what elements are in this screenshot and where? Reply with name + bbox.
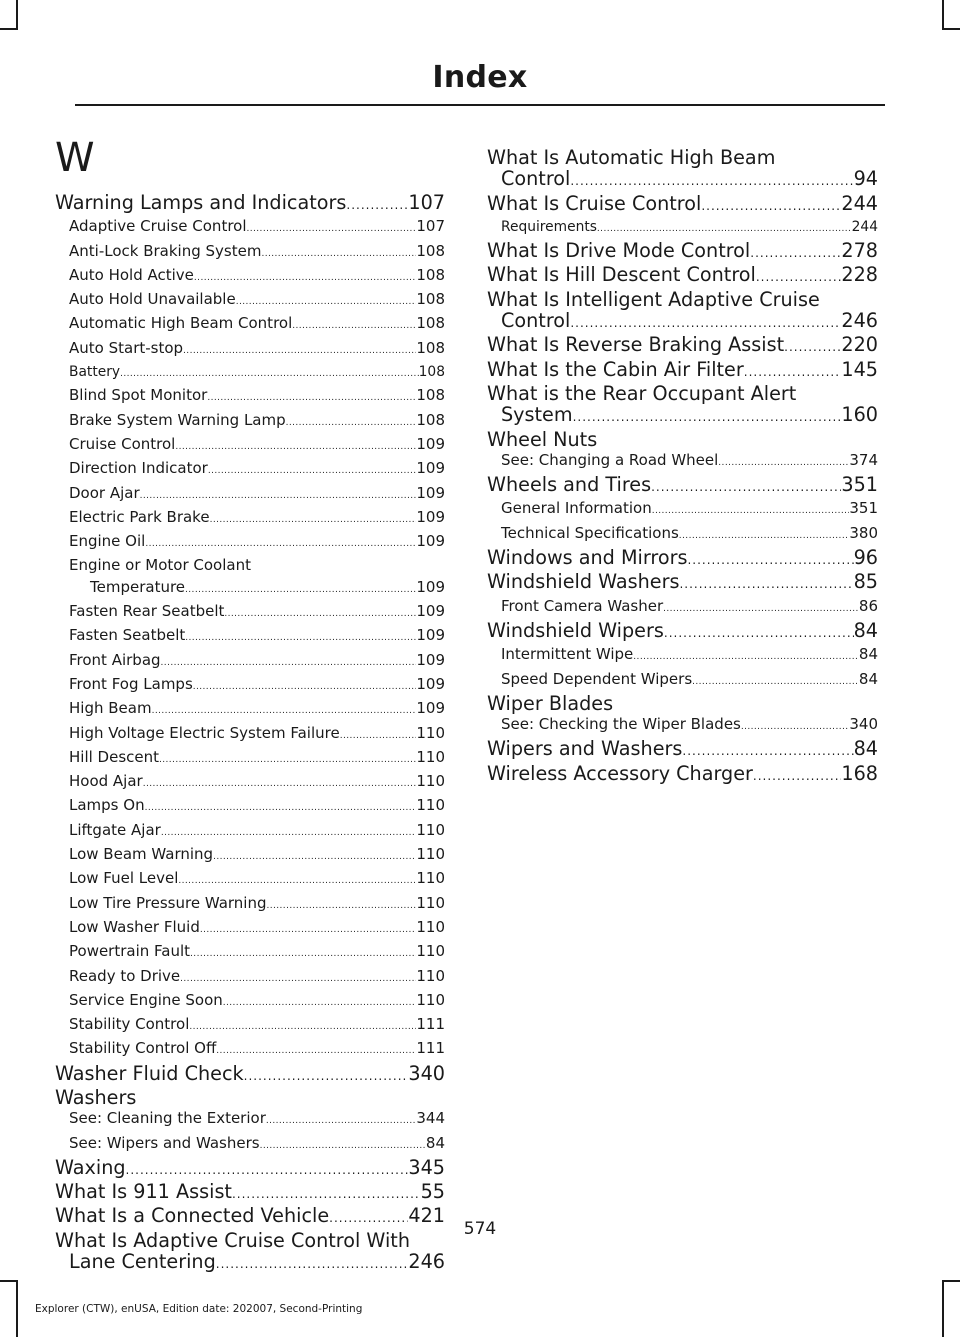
index-entry-label: What Is 911 Assist [55, 1181, 232, 1204]
index-entry [55, 531, 445, 555]
index-entry [487, 289, 878, 310]
dot-leader [200, 917, 417, 941]
index-entry [487, 264, 878, 288]
index-entry [55, 192, 445, 216]
index-entry-label: See: Wipers and Washers [69, 1133, 260, 1152]
dot-leader [652, 498, 850, 522]
index-entry [55, 362, 445, 385]
index-entry [55, 966, 445, 990]
dot-leader [651, 474, 841, 498]
index-entry-page: 110 [416, 820, 445, 839]
index-entry [55, 483, 445, 507]
index-entry-page: 109 [416, 483, 445, 502]
index-entry-label: Direction Indicator [69, 459, 208, 478]
dot-leader [140, 483, 417, 507]
dot-leader [679, 523, 850, 547]
dot-leader [145, 795, 417, 819]
dot-leader [159, 747, 416, 771]
dot-leader [633, 644, 859, 668]
index-entry-label: Hill Descent [69, 747, 160, 766]
index-entry-page: 109 [416, 459, 445, 478]
index-entry-page: 110 [416, 942, 445, 961]
index-entry-label: Windshield Washers [487, 571, 680, 594]
index-entry-page: 109 [416, 699, 445, 718]
dot-leader [185, 577, 416, 601]
index-entry [55, 990, 445, 1014]
index-entry-page: 351 [849, 499, 878, 518]
dot-leader [267, 893, 417, 917]
index-entry-label: Hood Ajar [69, 772, 143, 791]
index-entry [55, 795, 445, 819]
index-entry-page: 110 [416, 723, 445, 742]
index-entry-label: Lamps On [69, 796, 145, 815]
index-entry-label: System [501, 404, 573, 427]
dot-leader [190, 941, 416, 965]
dot-leader [340, 723, 417, 747]
dot-leader [178, 868, 416, 892]
index-entry-page: 109 [416, 532, 445, 551]
index-entry [487, 168, 878, 192]
page-title: Index [432, 60, 528, 95]
index-entry [55, 1251, 445, 1275]
index-entry-page: 108 [416, 290, 445, 309]
index-entry [55, 313, 445, 337]
index-entry [487, 193, 878, 217]
dot-leader [161, 650, 417, 674]
index-entry-label: Front Fog Lamps [69, 674, 193, 693]
index-entry-page: 108 [416, 410, 445, 429]
index-entry-page: 86 [858, 596, 878, 615]
index-entry-page: 111 [416, 1015, 445, 1034]
index-column-right [487, 147, 878, 787]
index-entry-label: Windows and Mirrors [487, 547, 688, 570]
index-entry [487, 714, 878, 738]
index-entry [55, 771, 445, 795]
index-entry-page: 84 [425, 1133, 445, 1152]
index-entry-label: What Is the Cabin Air Filter [487, 358, 744, 381]
index-entry-label: Auto Start-stop [69, 338, 184, 357]
dot-leader [663, 596, 859, 620]
index-entry [487, 644, 878, 668]
index-entry [55, 385, 445, 409]
index-entry-page: 109 [416, 507, 445, 526]
index-entry-label: High Beam [69, 699, 152, 718]
crop-mark-top-right-vertical [942, 0, 944, 28]
index-entry-page: 421 [408, 1205, 445, 1228]
index-entry-page: 110 [416, 747, 445, 766]
index-entry [55, 1108, 445, 1132]
index-entry [55, 917, 445, 941]
index-entry [55, 893, 445, 917]
index-entry-page: 108 [416, 265, 445, 284]
index-entry-page: 145 [841, 358, 878, 381]
index-entry-page: 84 [858, 669, 878, 688]
index-entry-page: 84 [858, 645, 878, 664]
index-entry-label: Wireless Accessory Charger [487, 762, 753, 785]
dot-leader [570, 310, 841, 334]
index-entry-page: 351 [841, 474, 878, 497]
index-entry-page: 380 [849, 523, 878, 542]
index-entry-label: Control [501, 310, 571, 333]
index-entry-page: 246 [841, 310, 878, 333]
index-entry-label: Front Camera Washer [501, 596, 664, 615]
index-entry [487, 498, 878, 522]
dot-leader [687, 547, 853, 571]
index-entry-page: 108 [416, 241, 445, 260]
index-entry-page: 109 [416, 650, 445, 669]
index-entry-label: See: Checking the Wiper Blades [501, 715, 741, 734]
index-entry-page: 344 [416, 1109, 445, 1128]
index-entry [55, 1038, 445, 1062]
index-entry [487, 334, 878, 358]
crop-mark-top-right-horizontal [942, 28, 960, 30]
index-entry [487, 669, 878, 693]
index-entry [487, 217, 878, 240]
index-entry-label: Engine Oil [69, 532, 146, 551]
index-entry [55, 747, 445, 771]
dot-leader [701, 193, 841, 217]
crop-mark-top-left-vertical [16, 0, 18, 28]
index-entry-page: 55 [420, 1181, 445, 1204]
index-entry [55, 458, 445, 482]
index-entry [55, 1181, 445, 1205]
index-entry-label: Windshield Wipers [487, 619, 664, 642]
index-entry [55, 844, 445, 868]
dot-leader [346, 192, 408, 216]
dot-leader [193, 674, 417, 698]
index-entry-label: Automatic High Beam Control [69, 314, 293, 333]
index-entry-page: 168 [841, 762, 878, 785]
index-entry-label: Temperature [90, 577, 186, 596]
index-entry-label: Low Beam Warning [69, 845, 214, 864]
index-entry-label: What Is Reverse Braking Assist [487, 334, 785, 357]
dot-leader [570, 168, 853, 192]
dot-leader [120, 362, 419, 385]
index-entry [55, 410, 445, 434]
index-entry [55, 577, 445, 601]
index-entry-page: 109 [416, 602, 445, 621]
index-entry-page: 107 [408, 192, 445, 214]
index-entry-page: 160 [841, 404, 878, 427]
index-entry [55, 241, 445, 265]
dot-leader [597, 217, 852, 240]
index-entry-label: Low Fuel Level [69, 869, 179, 888]
index-entry-label: Low Tire Pressure Warning [69, 893, 267, 912]
index-entry [487, 429, 878, 450]
index-entry [55, 650, 445, 674]
index-entry-label: Stability Control [69, 1015, 190, 1034]
index-entry-label: Requirements [501, 218, 597, 235]
dot-leader [756, 264, 842, 288]
index-entry-page: 110 [416, 772, 445, 791]
index-entry [55, 1157, 445, 1181]
index-entry [487, 763, 878, 787]
index-entry-page: 244 [841, 192, 878, 215]
index-entry-label: Ready to Drive [69, 966, 181, 985]
index-entry [55, 216, 445, 240]
header-divider [75, 104, 885, 106]
dot-leader [232, 1181, 421, 1205]
index-entry [55, 434, 445, 458]
index-entry [487, 620, 878, 644]
index-entry-label: Low Washer Fluid [69, 917, 200, 936]
index-entry [55, 265, 445, 289]
crop-mark-top-left-horizontal [0, 28, 18, 30]
index-entry-label: Liftgate Ajar [69, 820, 161, 839]
index-entry-page: 110 [416, 966, 445, 985]
index-entry-label: Warning Lamps and Indicators [55, 192, 347, 214]
index-entry [55, 1014, 445, 1038]
index-entry-label: Fasten Rear Seatbelt [69, 602, 225, 621]
dot-leader [213, 844, 416, 868]
index-entry-page: 84 [853, 738, 878, 761]
dot-leader [216, 1038, 416, 1062]
dot-leader [216, 1251, 409, 1275]
index-entry-page: 109 [416, 674, 445, 693]
footer-edition-info: Explorer (CTW), enUSA, Edition date: 202007, Second-Printing [35, 1303, 363, 1315]
index-entry-page: 109 [416, 626, 445, 645]
index-entry-page: 244 [851, 218, 878, 235]
index-entry [487, 383, 878, 404]
section-letter: W [55, 135, 95, 181]
dot-leader [266, 1108, 416, 1132]
index-entry [55, 625, 445, 649]
dot-leader [210, 507, 417, 531]
index-entry [487, 596, 878, 620]
index-entry-label: What Is Hill Descent Control [487, 264, 756, 287]
index-entry-label: Auto Hold Unavailable [69, 290, 236, 309]
index-entry-label: Intermittent Wipe [501, 645, 634, 664]
index-entry [487, 523, 878, 547]
dot-leader [784, 334, 841, 358]
dot-leader [175, 434, 416, 458]
index-entry-label: General Information [501, 499, 652, 518]
index-entry [55, 698, 445, 722]
index-entry-page: 84 [853, 619, 878, 642]
index-entry-page: 107 [416, 217, 445, 236]
index-entry-page: 108 [418, 364, 445, 381]
index-entry-page: 85 [853, 571, 878, 594]
index-entry-label: What Is Intelligent Adaptive Cruise [487, 288, 820, 311]
index-entry-page: 345 [408, 1156, 445, 1179]
index-entry-label: Stability Control Off [69, 1039, 217, 1058]
index-entry-page: 110 [416, 869, 445, 888]
index-entry-label: Waxing [55, 1156, 126, 1179]
index-entries-right [487, 147, 878, 787]
dot-leader [208, 458, 417, 482]
index-entries-left [55, 192, 445, 1275]
index-entry-page: 108 [416, 338, 445, 357]
dot-leader [718, 450, 849, 474]
index-entry-page: 340 [408, 1062, 445, 1085]
index-entry-label: Technical Specifications [501, 523, 679, 542]
index-entry [55, 723, 445, 747]
index-entry [55, 674, 445, 698]
index-entry [55, 1087, 445, 1108]
dot-leader [207, 385, 416, 409]
index-entry-page: 96 [853, 547, 878, 570]
dot-leader [189, 1014, 416, 1038]
dot-leader [573, 404, 842, 428]
index-entry-label: High Voltage Electric System Failure [69, 723, 340, 742]
dot-leader [247, 216, 417, 240]
dot-leader [194, 265, 416, 289]
index-entry-label: Adaptive Cruise Control [69, 217, 247, 236]
index-entry-page: 108 [416, 386, 445, 405]
crop-mark-bottom-right-horizontal [942, 1280, 960, 1282]
dot-leader [143, 771, 417, 795]
index-entry [55, 555, 445, 576]
index-entry-page: 110 [416, 796, 445, 815]
dot-leader [145, 531, 416, 555]
index-entry-label: What Is a Connected Vehicle [55, 1205, 330, 1228]
index-entry [487, 450, 878, 474]
index-entry-label: What Is Drive Mode Control [487, 240, 751, 263]
index-entry-label: Wheel Nuts [487, 428, 598, 450]
dot-leader [692, 669, 859, 693]
index-entry-page: 110 [416, 990, 445, 1009]
dot-leader [126, 1157, 409, 1181]
index-entry-label: Cruise Control [69, 434, 176, 453]
index-entry [487, 474, 878, 498]
index-entry [487, 240, 878, 264]
index-entry [55, 289, 445, 313]
crop-mark-bottom-left-horizontal [0, 1280, 18, 1282]
index-entry-label: Auto Hold Active [69, 265, 194, 284]
dot-leader [750, 240, 841, 264]
index-entry [55, 338, 445, 362]
crop-mark-bottom-right-vertical [942, 1280, 944, 1337]
dot-leader [744, 359, 842, 383]
index-entry-page: 374 [849, 450, 878, 469]
index-entry-label: Powertrain Fault [69, 942, 191, 961]
index-entry-page: 109 [416, 434, 445, 453]
index-entry [55, 601, 445, 625]
index-entry-label: Service Engine Soon [69, 990, 223, 1009]
index-entry [487, 547, 878, 571]
index-entry-label: Lane Centering [69, 1251, 216, 1274]
dot-leader [152, 698, 417, 722]
index-entry [487, 693, 878, 714]
dot-leader [679, 571, 853, 595]
dot-leader [292, 313, 416, 337]
index-entry-label: Anti-Lock Braking System [69, 241, 262, 260]
index-column-left [55, 135, 445, 1275]
dot-leader [753, 763, 841, 787]
index-entry-label: Washer Fluid Check [55, 1062, 244, 1085]
index-entry-page: 109 [416, 577, 445, 596]
dot-leader [223, 990, 417, 1014]
index-entry [487, 738, 878, 762]
index-entry-label: Blind Spot Monitor [69, 386, 208, 405]
index-entry [487, 359, 878, 383]
index-entry-label: Wheels and Tires [487, 474, 652, 497]
dot-leader [286, 410, 417, 434]
index-entry-page: 246 [408, 1251, 445, 1274]
index-entry-label: What is the Rear Occupant Alert [487, 382, 797, 405]
index-entry-page: 110 [416, 917, 445, 936]
index-entry-page: 220 [841, 334, 878, 357]
index-entry-label: Battery [69, 364, 121, 381]
index-entry [55, 941, 445, 965]
index-entry-label: Engine or Motor Coolant [69, 556, 251, 575]
crop-mark-bottom-left-vertical [16, 1280, 18, 1337]
dot-leader [260, 1133, 426, 1157]
index-entry [55, 868, 445, 892]
index-entry-page: 340 [849, 715, 878, 734]
dot-leader [185, 625, 416, 649]
index-entry-label: Wipers and Washers [487, 738, 683, 761]
dot-leader [664, 620, 854, 644]
index-entry [55, 1063, 445, 1087]
index-entry-label: Front Airbag [69, 650, 161, 669]
index-entry-page: 228 [841, 264, 878, 287]
index-entry [487, 147, 878, 168]
dot-leader [183, 338, 416, 362]
index-entry-label: Door Ajar [69, 483, 140, 502]
dot-leader [180, 966, 416, 990]
index-entry-label: See: Cleaning the Exterior [69, 1109, 266, 1128]
index-entry-label: See: Changing a Road Wheel [501, 450, 719, 469]
index-entry-label: Washers [55, 1086, 137, 1109]
dot-leader [261, 241, 416, 265]
index-entry-label: Fasten Seatbelt [69, 626, 186, 645]
index-entry-label: What Is Cruise Control [487, 192, 702, 215]
index-entry [55, 1133, 445, 1157]
index-entry-label: Electric Park Brake [69, 507, 210, 526]
dot-leader [682, 738, 853, 762]
dot-leader [741, 714, 849, 738]
index-entry [55, 507, 445, 531]
dot-leader [236, 289, 417, 313]
index-entry-label: Wiper Blades [487, 692, 614, 715]
index-entry [55, 820, 445, 844]
index-entry-label: What Is Adaptive Cruise Control With [55, 1229, 410, 1252]
index-entry [487, 404, 878, 428]
index-entry-page: 111 [416, 1039, 445, 1058]
index-entry-page: 94 [853, 168, 878, 191]
index-entry-label: Speed Dependent Wipers [501, 669, 693, 688]
dot-leader [244, 1063, 409, 1087]
page-number: 574 [463, 1219, 497, 1239]
index-entry-page: 278 [841, 240, 878, 263]
index-entry-label: Brake System Warning Lamp [69, 410, 286, 429]
index-entry-label: What Is Automatic High Beam [487, 147, 776, 169]
index-entry [487, 571, 878, 595]
index-entry [487, 310, 878, 334]
index-entry-page: 110 [416, 893, 445, 912]
index-entry-page: 108 [416, 314, 445, 333]
index-entry-label: Control [501, 168, 571, 191]
index-entry-page: 110 [416, 845, 445, 864]
dot-leader [224, 601, 416, 625]
dot-leader [161, 820, 417, 844]
